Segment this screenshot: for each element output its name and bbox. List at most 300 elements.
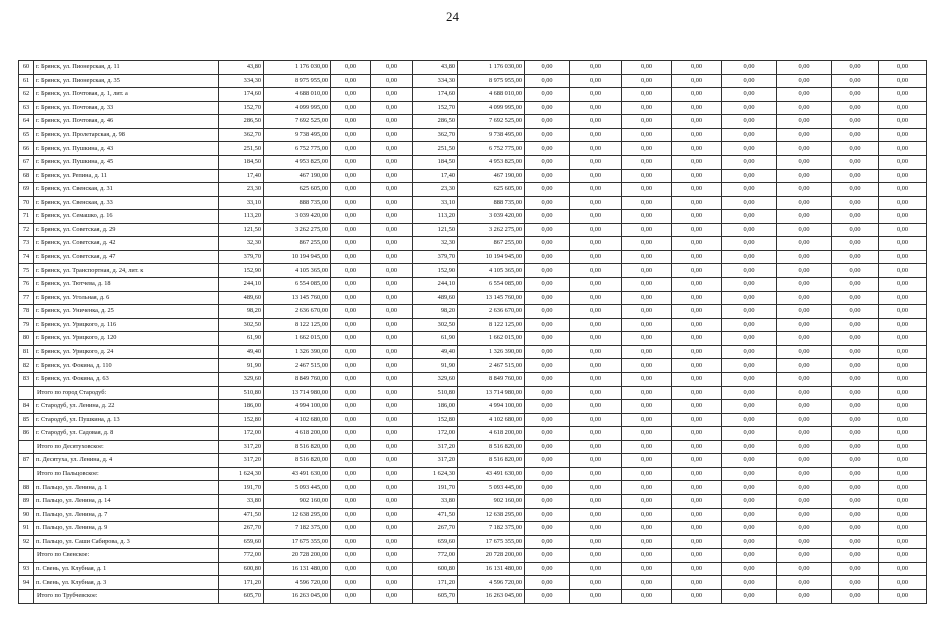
- row-number: 78: [19, 305, 34, 319]
- value-cell: 16 131 480,00: [264, 562, 331, 576]
- value-cell: 317,20: [413, 454, 458, 468]
- value-cell: 0,00: [832, 291, 879, 305]
- value-cell: 0,00: [832, 101, 879, 115]
- value-cell: 0,00: [525, 454, 570, 468]
- value-cell: 4 102 680,00: [264, 413, 331, 427]
- value-cell: 0,00: [622, 101, 672, 115]
- value-cell: 334,30: [219, 74, 264, 88]
- value-cell: 2 636 670,00: [458, 305, 525, 319]
- value-cell: 0,00: [879, 88, 927, 102]
- value-cell: 0,00: [672, 237, 722, 251]
- value-cell: 0,00: [722, 372, 777, 386]
- value-cell: 0,00: [672, 427, 722, 441]
- value-cell: 0,00: [570, 278, 622, 292]
- value-cell: 0,00: [879, 427, 927, 441]
- value-cell: 0,00: [525, 155, 570, 169]
- value-cell: 0,00: [672, 332, 722, 346]
- value-cell: 0,00: [879, 495, 927, 509]
- value-cell: 8 975 955,00: [264, 74, 331, 88]
- value-cell: 23,30: [219, 183, 264, 197]
- value-cell: 186,00: [219, 400, 264, 414]
- value-cell: 0,00: [570, 427, 622, 441]
- value-cell: 1 326 390,00: [458, 345, 525, 359]
- value-cell: 0,00: [622, 467, 672, 481]
- value-cell: 0,00: [777, 128, 832, 142]
- value-cell: 0,00: [525, 400, 570, 414]
- address-cell: г. Брянск, ул. Советская, д. 47: [34, 250, 219, 264]
- value-cell: 152,90: [413, 264, 458, 278]
- value-cell: 0,00: [570, 359, 622, 373]
- value-cell: 0,00: [570, 481, 622, 495]
- value-cell: 0,00: [331, 522, 371, 536]
- row-number: 60: [19, 61, 34, 75]
- address-cell: г. Брянск, ул. Почтовая, д. 33: [34, 101, 219, 115]
- value-cell: 0,00: [570, 562, 622, 576]
- value-cell: 0,00: [371, 305, 413, 319]
- value-cell: 0,00: [371, 291, 413, 305]
- value-cell: 0,00: [570, 101, 622, 115]
- value-cell: 0,00: [371, 128, 413, 142]
- table-row: [19, 495, 927, 509]
- table-row: [19, 508, 927, 522]
- value-cell: 0,00: [879, 413, 927, 427]
- value-cell: 2 467 515,00: [264, 359, 331, 373]
- value-cell: 0,00: [331, 495, 371, 509]
- value-cell: 0,00: [622, 169, 672, 183]
- row-number: 85: [19, 413, 34, 427]
- value-cell: 33,10: [219, 196, 264, 210]
- value-cell: 0,00: [570, 196, 622, 210]
- value-cell: 0,00: [525, 223, 570, 237]
- value-cell: 0,00: [832, 155, 879, 169]
- value-cell: 0,00: [832, 305, 879, 319]
- table-row: [19, 196, 927, 210]
- value-cell: 0,00: [570, 522, 622, 536]
- table-row: [19, 74, 927, 88]
- value-cell: 0,00: [525, 332, 570, 346]
- value-cell: 0,00: [371, 345, 413, 359]
- table-row: [19, 345, 927, 359]
- value-cell: 43 491 630,00: [264, 467, 331, 481]
- value-cell: 0,00: [777, 454, 832, 468]
- value-cell: 379,70: [413, 250, 458, 264]
- value-cell: 172,00: [413, 427, 458, 441]
- value-cell: 0,00: [371, 250, 413, 264]
- value-cell: 0,00: [331, 101, 371, 115]
- table-row: [19, 142, 927, 156]
- value-cell: 121,50: [219, 223, 264, 237]
- value-cell: 7 692 525,00: [458, 115, 525, 129]
- value-cell: 0,00: [622, 250, 672, 264]
- value-cell: 0,00: [525, 210, 570, 224]
- table-row: [19, 223, 927, 237]
- value-cell: 0,00: [722, 264, 777, 278]
- value-cell: 0,00: [832, 372, 879, 386]
- value-cell: 0,00: [777, 237, 832, 251]
- value-cell: 4 994 100,00: [264, 400, 331, 414]
- value-cell: 0,00: [570, 183, 622, 197]
- value-cell: 0,00: [622, 345, 672, 359]
- value-cell: 0,00: [832, 278, 879, 292]
- value-cell: 184,50: [413, 155, 458, 169]
- value-cell: 0,00: [672, 74, 722, 88]
- value-cell: 4 994 100,00: [458, 400, 525, 414]
- value-cell: 4 618 200,00: [458, 427, 525, 441]
- value-cell: 0,00: [722, 223, 777, 237]
- value-cell: 0,00: [570, 386, 622, 400]
- row-number: 61: [19, 74, 34, 88]
- value-cell: 0,00: [525, 101, 570, 115]
- value-cell: 0,00: [879, 250, 927, 264]
- table-row: [19, 427, 927, 441]
- value-cell: 4 596 720,00: [264, 576, 331, 590]
- total-label: Итого по Пальцовское:: [34, 467, 219, 481]
- address-cell: г. Брянск, ул. Фокина, д. 110: [34, 359, 219, 373]
- total-row: [19, 440, 927, 454]
- value-cell: 0,00: [525, 61, 570, 75]
- value-cell: 0,00: [722, 535, 777, 549]
- value-cell: 0,00: [622, 305, 672, 319]
- address-cell: г. Брянск, ул. Семашко, д. 16: [34, 210, 219, 224]
- row-number: 89: [19, 495, 34, 509]
- value-cell: 16 263 045,00: [264, 589, 331, 603]
- value-cell: 0,00: [722, 440, 777, 454]
- value-cell: 0,00: [371, 386, 413, 400]
- value-cell: 0,00: [622, 142, 672, 156]
- value-cell: 0,00: [622, 128, 672, 142]
- address-cell: п. Пальцо, ул. Саши Сабирова, д. 3: [34, 535, 219, 549]
- value-cell: 0,00: [570, 305, 622, 319]
- value-cell: 6 554 085,00: [264, 278, 331, 292]
- address-cell: г. Брянск, ул. Свенская, д. 33: [34, 196, 219, 210]
- value-cell: 152,70: [219, 101, 264, 115]
- value-cell: 0,00: [570, 169, 622, 183]
- value-cell: 867 255,00: [458, 237, 525, 251]
- row-number: 80: [19, 332, 34, 346]
- value-cell: 0,00: [672, 155, 722, 169]
- value-cell: 0,00: [777, 169, 832, 183]
- value-cell: 0,00: [879, 467, 927, 481]
- value-cell: 0,00: [622, 589, 672, 603]
- value-cell: 0,00: [570, 413, 622, 427]
- value-cell: 33,10: [413, 196, 458, 210]
- row-number: 81: [19, 345, 34, 359]
- value-cell: 0,00: [777, 576, 832, 590]
- value-cell: 171,20: [219, 576, 264, 590]
- address-cell: п. Десятуха, ул. Ленина, д. 4: [34, 454, 219, 468]
- value-cell: 0,00: [672, 440, 722, 454]
- value-cell: 0,00: [832, 522, 879, 536]
- value-cell: 0,00: [622, 576, 672, 590]
- value-cell: 0,00: [525, 562, 570, 576]
- value-cell: 329,60: [219, 372, 264, 386]
- value-cell: 0,00: [832, 481, 879, 495]
- value-cell: 0,00: [622, 223, 672, 237]
- value-cell: 171,20: [413, 576, 458, 590]
- value-cell: 0,00: [331, 237, 371, 251]
- value-cell: 0,00: [331, 332, 371, 346]
- value-cell: 0,00: [570, 291, 622, 305]
- value-cell: 0,00: [525, 467, 570, 481]
- value-cell: 0,00: [722, 576, 777, 590]
- value-cell: 0,00: [371, 440, 413, 454]
- value-cell: 0,00: [622, 115, 672, 129]
- value-cell: 0,00: [832, 535, 879, 549]
- value-cell: 0,00: [371, 142, 413, 156]
- value-cell: 0,00: [525, 413, 570, 427]
- value-cell: 12 638 295,00: [264, 508, 331, 522]
- value-cell: 902 160,00: [264, 495, 331, 509]
- value-cell: 0,00: [622, 440, 672, 454]
- value-cell: 317,20: [413, 440, 458, 454]
- address-cell: г. Брянск, ул. Советская, д. 29: [34, 223, 219, 237]
- value-cell: 0,00: [570, 589, 622, 603]
- value-cell: 379,70: [219, 250, 264, 264]
- value-cell: 0,00: [879, 386, 927, 400]
- value-cell: 0,00: [331, 508, 371, 522]
- value-cell: 0,00: [879, 589, 927, 603]
- total-row: [19, 386, 927, 400]
- value-cell: 0,00: [722, 101, 777, 115]
- value-cell: 0,00: [331, 155, 371, 169]
- address-cell: г. Брянск, ул. Свенская, д. 31: [34, 183, 219, 197]
- value-cell: 0,00: [525, 128, 570, 142]
- value-cell: 3 039 420,00: [264, 210, 331, 224]
- table-row: [19, 454, 927, 468]
- value-cell: 8 849 760,00: [458, 372, 525, 386]
- value-cell: 0,00: [879, 305, 927, 319]
- value-cell: 0,00: [879, 210, 927, 224]
- value-cell: 0,00: [672, 318, 722, 332]
- value-cell: 13 145 760,00: [458, 291, 525, 305]
- value-cell: 0,00: [331, 264, 371, 278]
- value-cell: 0,00: [570, 440, 622, 454]
- value-cell: 0,00: [331, 345, 371, 359]
- value-cell: 0,00: [622, 237, 672, 251]
- table-row: [19, 128, 927, 142]
- address-cell: п. Пальцо, ул. Ленина, д. 7: [34, 508, 219, 522]
- table-row: [19, 400, 927, 414]
- address-cell: г. Брянск, ул. Транспортная, д. 24, лит. к: [34, 264, 219, 278]
- value-cell: 267,70: [219, 522, 264, 536]
- value-cell: 0,00: [622, 427, 672, 441]
- row-number: 92: [19, 535, 34, 549]
- row-number: [19, 549, 34, 563]
- value-cell: 0,00: [622, 210, 672, 224]
- table-row: [19, 481, 927, 495]
- value-cell: 251,50: [413, 142, 458, 156]
- value-cell: 20 728 200,00: [458, 549, 525, 563]
- total-row: [19, 589, 927, 603]
- value-cell: 0,00: [879, 61, 927, 75]
- value-cell: 334,30: [413, 74, 458, 88]
- value-cell: 0,00: [331, 372, 371, 386]
- table-row: [19, 237, 927, 251]
- value-cell: 0,00: [622, 549, 672, 563]
- value-cell: 772,00: [219, 549, 264, 563]
- value-cell: 0,00: [622, 74, 672, 88]
- value-cell: 0,00: [879, 481, 927, 495]
- value-cell: 0,00: [525, 386, 570, 400]
- value-cell: 0,00: [879, 142, 927, 156]
- value-cell: 0,00: [525, 576, 570, 590]
- value-cell: 4 953 825,00: [458, 155, 525, 169]
- value-cell: 0,00: [777, 115, 832, 129]
- value-cell: 0,00: [832, 210, 879, 224]
- value-cell: 0,00: [832, 508, 879, 522]
- value-cell: 0,00: [371, 155, 413, 169]
- value-cell: 0,00: [371, 508, 413, 522]
- value-cell: 8 122 125,00: [458, 318, 525, 332]
- value-cell: 0,00: [570, 61, 622, 75]
- value-cell: 0,00: [525, 345, 570, 359]
- table-row: [19, 305, 927, 319]
- value-cell: 0,00: [570, 508, 622, 522]
- value-cell: 0,00: [371, 196, 413, 210]
- address-cell: п. Пальцо, ул. Ленина, д. 14: [34, 495, 219, 509]
- value-cell: 0,00: [622, 264, 672, 278]
- value-cell: 113,20: [219, 210, 264, 224]
- value-cell: 0,00: [570, 535, 622, 549]
- value-cell: 0,00: [722, 250, 777, 264]
- value-cell: 600,80: [219, 562, 264, 576]
- value-cell: 0,00: [672, 467, 722, 481]
- value-cell: 0,00: [570, 115, 622, 129]
- value-cell: 471,50: [219, 508, 264, 522]
- value-cell: 0,00: [570, 88, 622, 102]
- value-cell: 0,00: [722, 291, 777, 305]
- value-cell: 0,00: [570, 332, 622, 346]
- value-cell: 0,00: [879, 332, 927, 346]
- value-cell: 0,00: [622, 386, 672, 400]
- value-cell: 0,00: [832, 454, 879, 468]
- value-cell: 0,00: [672, 223, 722, 237]
- value-cell: 0,00: [622, 413, 672, 427]
- value-cell: 0,00: [832, 61, 879, 75]
- value-cell: 0,00: [777, 386, 832, 400]
- value-cell: 0,00: [570, 264, 622, 278]
- value-cell: 91,90: [413, 359, 458, 373]
- value-cell: 0,00: [722, 454, 777, 468]
- address-cell: г. Брянск, ул. Пионерская, д. 35: [34, 74, 219, 88]
- value-cell: 0,00: [672, 359, 722, 373]
- value-cell: 0,00: [832, 115, 879, 129]
- value-cell: 0,00: [722, 345, 777, 359]
- value-cell: 1 662 015,00: [264, 332, 331, 346]
- value-cell: 91,90: [219, 359, 264, 373]
- value-cell: 0,00: [371, 318, 413, 332]
- value-cell: 2 636 670,00: [264, 305, 331, 319]
- value-cell: 0,00: [672, 535, 722, 549]
- value-cell: 0,00: [777, 278, 832, 292]
- value-cell: 0,00: [622, 278, 672, 292]
- value-cell: 0,00: [722, 155, 777, 169]
- value-cell: 0,00: [777, 549, 832, 563]
- value-cell: 0,00: [879, 400, 927, 414]
- value-cell: 0,00: [672, 562, 722, 576]
- value-cell: 0,00: [622, 508, 672, 522]
- row-number: 87: [19, 454, 34, 468]
- value-cell: 0,00: [570, 549, 622, 563]
- value-cell: 0,00: [371, 535, 413, 549]
- value-cell: 0,00: [525, 291, 570, 305]
- value-cell: 510,80: [413, 386, 458, 400]
- value-cell: 0,00: [777, 210, 832, 224]
- value-cell: 0,00: [525, 495, 570, 509]
- value-cell: 98,20: [413, 305, 458, 319]
- value-cell: 625 605,00: [458, 183, 525, 197]
- value-cell: 0,00: [879, 318, 927, 332]
- value-cell: 0,00: [832, 400, 879, 414]
- row-number: [19, 467, 34, 481]
- value-cell: 0,00: [722, 305, 777, 319]
- value-cell: 0,00: [525, 372, 570, 386]
- address-cell: п. Пальцо, ул. Ленина, д. 1: [34, 481, 219, 495]
- value-cell: 0,00: [832, 440, 879, 454]
- value-cell: 0,00: [371, 413, 413, 427]
- value-cell: 0,00: [371, 237, 413, 251]
- value-cell: 267,70: [413, 522, 458, 536]
- value-cell: 0,00: [570, 495, 622, 509]
- value-cell: 0,00: [777, 589, 832, 603]
- address-cell: г. Стародуб, ул. Пушкина, д. 13: [34, 413, 219, 427]
- value-cell: 0,00: [525, 305, 570, 319]
- value-cell: 659,60: [413, 535, 458, 549]
- value-cell: 4 099 995,00: [264, 101, 331, 115]
- value-cell: 0,00: [672, 305, 722, 319]
- value-cell: 0,00: [777, 400, 832, 414]
- value-cell: 0,00: [722, 413, 777, 427]
- value-cell: 1 624,30: [413, 467, 458, 481]
- table-body: [19, 61, 927, 604]
- value-cell: 0,00: [622, 291, 672, 305]
- value-cell: 0,00: [777, 264, 832, 278]
- value-cell: 5 093 445,00: [458, 481, 525, 495]
- value-cell: 0,00: [832, 345, 879, 359]
- total-label: Итого по Десятуховское:: [34, 440, 219, 454]
- value-cell: 6 554 085,00: [458, 278, 525, 292]
- value-cell: 0,00: [672, 210, 722, 224]
- value-cell: 8 849 760,00: [264, 372, 331, 386]
- table-row: [19, 535, 927, 549]
- row-number: 73: [19, 237, 34, 251]
- value-cell: 4 688 010,00: [264, 88, 331, 102]
- value-cell: 0,00: [371, 278, 413, 292]
- table-row: [19, 88, 927, 102]
- value-cell: 0,00: [879, 128, 927, 142]
- value-cell: 0,00: [832, 223, 879, 237]
- value-cell: 0,00: [777, 359, 832, 373]
- value-cell: 20 728 200,00: [264, 549, 331, 563]
- value-cell: 0,00: [570, 155, 622, 169]
- row-number: 67: [19, 155, 34, 169]
- address-cell: г. Брянск, ул. Фокина, д. 63: [34, 372, 219, 386]
- value-cell: 98,20: [219, 305, 264, 319]
- value-cell: 43,80: [413, 61, 458, 75]
- value-cell: 9 738 495,00: [458, 128, 525, 142]
- value-cell: 0,00: [371, 101, 413, 115]
- value-cell: 0,00: [722, 386, 777, 400]
- address-cell: г. Брянск, ул. Репина, д. 11: [34, 169, 219, 183]
- value-cell: 152,80: [413, 413, 458, 427]
- value-cell: 0,00: [879, 74, 927, 88]
- value-cell: 0,00: [371, 481, 413, 495]
- value-cell: 0,00: [622, 481, 672, 495]
- value-cell: 0,00: [371, 562, 413, 576]
- value-cell: 0,00: [525, 535, 570, 549]
- value-cell: 0,00: [722, 142, 777, 156]
- value-cell: 0,00: [777, 291, 832, 305]
